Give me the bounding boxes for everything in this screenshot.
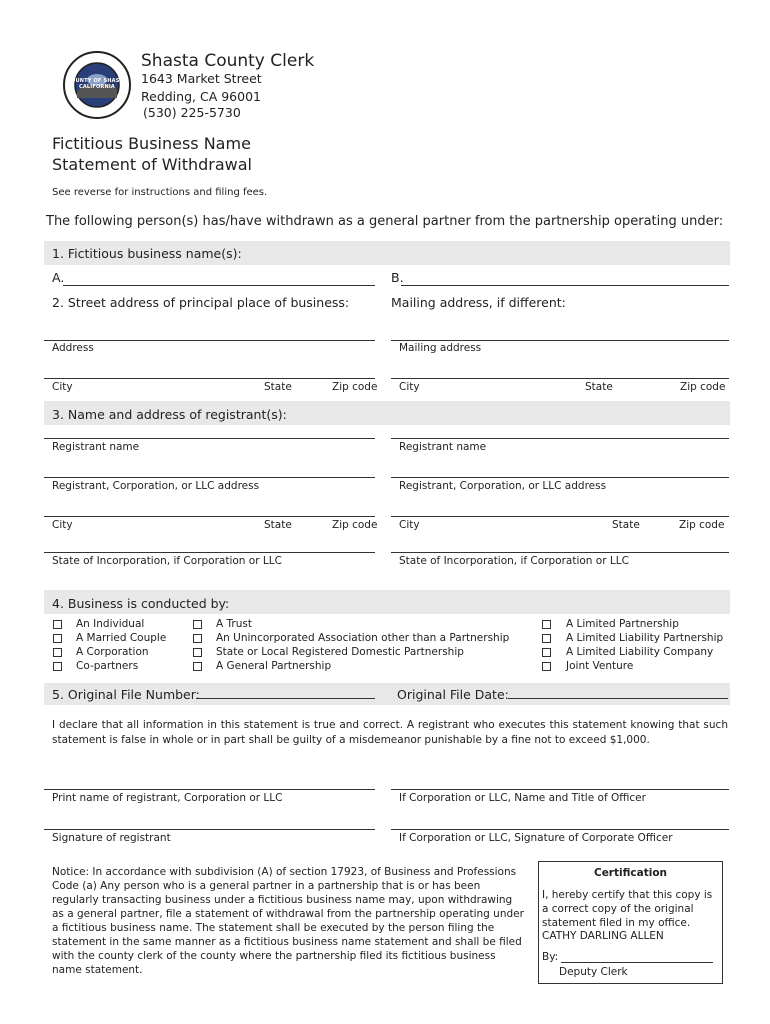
option-general-partnership: A General Partnership bbox=[216, 660, 332, 672]
notice-text: Notice: In accordance with subdivision (A) of section 17923, of Business and Professions Code (a) Any person who is a general partner in a partnership that is or has been regularly transacting business under a fictitious business name may, upon withdrawing as a general partner, file a statement of withdrawal from the partnership operating under a fictitious business name. The statement shall be executed by the person filing the statement in the same manner as a fictitious business name statement and shall be filed with the county clerk of the county where the partnership filed its fictitious business name statement. bbox=[52, 866, 524, 976]
office-street: 1643 Market Street bbox=[141, 71, 262, 86]
checkbox-joint-venture[interactable] bbox=[542, 662, 551, 671]
declaration-text: I declare that all information in this statement is true and correct. A registrant who executes this statement knowing that such statement is false in whole or in part shall be guilty of a misdemeanor punishable by a fine not to exceed $1,000. bbox=[52, 719, 728, 746]
officer-title-field[interactable] bbox=[391, 789, 729, 790]
option-married-couple: A Married Couple bbox=[76, 632, 167, 644]
registrant-city-field-right[interactable] bbox=[391, 516, 729, 517]
form-title-line1: Fictitious Business Name bbox=[52, 134, 251, 153]
option-domestic-partnership: State or Local Registered Domestic Partnership bbox=[216, 646, 464, 658]
incorp-field-right[interactable] bbox=[391, 552, 729, 553]
checkbox-individual[interactable] bbox=[53, 620, 62, 629]
registrant-state-label-left: State bbox=[264, 519, 292, 531]
option-llc: A Limited Liability Company bbox=[566, 646, 714, 658]
checkbox-married-couple[interactable] bbox=[53, 634, 62, 643]
mailing-address-field[interactable] bbox=[391, 340, 729, 341]
fbn-a-field[interactable] bbox=[63, 285, 375, 286]
section5-heading: 5. Original File Number: bbox=[52, 687, 200, 702]
officer-title-label: If Corporation or LLC, Name and Title of Officer bbox=[399, 792, 646, 804]
fbn-b-field[interactable] bbox=[401, 285, 729, 286]
certification-deputy-label: Deputy Clerk bbox=[559, 966, 628, 978]
incorp-field-left[interactable] bbox=[44, 552, 375, 553]
corp-signature-field[interactable] bbox=[391, 829, 729, 830]
certification-signature-field[interactable] bbox=[561, 962, 713, 963]
incorp-label-right: State of Incorporation, if Corporation or LLC bbox=[399, 555, 629, 567]
checkbox-unincorporated-association[interactable] bbox=[193, 634, 202, 643]
checkbox-domestic-partnership[interactable] bbox=[193, 648, 202, 657]
checkbox-llp[interactable] bbox=[542, 634, 551, 643]
checkbox-co-partners[interactable] bbox=[53, 662, 62, 671]
option-joint-venture: Joint Venture bbox=[566, 660, 634, 672]
option-llp: A Limited Liability Partnership bbox=[566, 632, 724, 644]
address-field[interactable] bbox=[44, 340, 375, 341]
mailing-city-label: City bbox=[399, 381, 420, 393]
registrant-zip-label-right: Zip code bbox=[679, 519, 725, 531]
section4-heading: 4. Business is conducted by: bbox=[52, 596, 230, 611]
fbn-label-b: B. bbox=[391, 270, 404, 285]
registrant-name-label-left: Registrant name bbox=[52, 441, 140, 453]
intro-text: The following person(s) has/have withdrawn as a general partner from the partnership operating under: bbox=[46, 214, 724, 229]
form-title-line2: Statement of Withdrawal bbox=[52, 155, 252, 174]
certification-box bbox=[538, 861, 723, 984]
office-name: Shasta County Clerk bbox=[141, 51, 315, 71]
option-trust: A Trust bbox=[216, 618, 252, 630]
checkbox-llc[interactable] bbox=[542, 648, 551, 657]
certification-name: CATHY DARLING ALLEN bbox=[542, 930, 664, 942]
registrant-address-field-right[interactable] bbox=[391, 477, 729, 478]
see-reverse-note: See reverse for instructions and filing fees. bbox=[52, 187, 268, 198]
checkbox-trust[interactable] bbox=[193, 620, 202, 629]
certification-title: Certification bbox=[593, 867, 668, 879]
registrant-city-field-left[interactable] bbox=[44, 516, 375, 517]
section2-heading: 2. Street address of principal place of business: bbox=[52, 295, 350, 310]
registrant-city-label-right: City bbox=[399, 519, 420, 531]
registrant-address-label-right: Registrant, Corporation, or LLC address bbox=[399, 480, 607, 492]
registrant-name-field-right[interactable] bbox=[391, 438, 729, 439]
corp-signature-label: If Corporation or LLC, Signature of Corporate Officer bbox=[399, 832, 673, 844]
checkbox-limited-partnership[interactable] bbox=[542, 620, 551, 629]
certification-by-label: By: bbox=[542, 951, 559, 963]
zip-label: Zip code bbox=[332, 381, 378, 393]
city-field[interactable] bbox=[44, 378, 375, 379]
option-individual: An Individual bbox=[76, 618, 145, 630]
option-co-partners: Co-partners bbox=[76, 660, 139, 672]
registrant-name-field-left[interactable] bbox=[44, 438, 375, 439]
county-seal bbox=[62, 50, 132, 120]
state-label: State bbox=[264, 381, 292, 393]
option-unincorporated-association: An Unincorporated Association other than a Partnership bbox=[216, 632, 510, 644]
city-label: City bbox=[52, 381, 73, 393]
original-file-number-field[interactable] bbox=[196, 698, 375, 699]
print-name-field[interactable] bbox=[44, 789, 375, 790]
fbn-label-a: A. bbox=[52, 270, 65, 285]
office-phone: (530) 225-5730 bbox=[143, 105, 241, 120]
original-file-date-field[interactable] bbox=[508, 698, 728, 699]
registrant-address-label-left: Registrant, Corporation, or LLC address bbox=[52, 480, 260, 492]
mailing-address-label: Mailing address bbox=[399, 342, 482, 354]
incorp-label-left: State of Incorporation, if Corporation or LLC bbox=[52, 555, 282, 567]
original-file-date-label: Original File Date: bbox=[397, 687, 509, 702]
seal-text: COUNTY OF SHASTA CALIFORNIA bbox=[67, 78, 127, 90]
mailing-state-label: State bbox=[585, 381, 613, 393]
registrant-city-label-left: City bbox=[52, 519, 73, 531]
checkbox-general-partnership[interactable] bbox=[193, 662, 202, 671]
registrant-address-field-left[interactable] bbox=[44, 477, 375, 478]
signature-field[interactable] bbox=[44, 829, 375, 830]
mailing-city-field[interactable] bbox=[391, 378, 729, 379]
registrant-state-label-right: State bbox=[612, 519, 640, 531]
certification-body: I, hereby certify that this copy is a correct copy of the original statement filed in my office. bbox=[542, 889, 713, 929]
option-limited-partnership: A Limited Partnership bbox=[566, 618, 679, 630]
registrant-name-label-right: Registrant name bbox=[399, 441, 487, 453]
signature-label: Signature of registrant bbox=[52, 832, 171, 844]
section1-heading: 1. Fictitious business name(s): bbox=[52, 246, 242, 261]
option-corporation: A Corporation bbox=[76, 646, 149, 658]
mailing-zip-label: Zip code bbox=[680, 381, 726, 393]
address-label: Address bbox=[52, 342, 94, 354]
checkbox-corporation[interactable] bbox=[53, 648, 62, 657]
registrant-zip-label-left: Zip code bbox=[332, 519, 378, 531]
mailing-heading: Mailing address, if different: bbox=[391, 295, 566, 310]
section3-heading: 3. Name and address of registrant(s): bbox=[52, 407, 287, 422]
print-name-label: Print name of registrant, Corporation or LLC bbox=[52, 792, 283, 804]
office-city: Redding, CA 96001 bbox=[141, 89, 261, 104]
